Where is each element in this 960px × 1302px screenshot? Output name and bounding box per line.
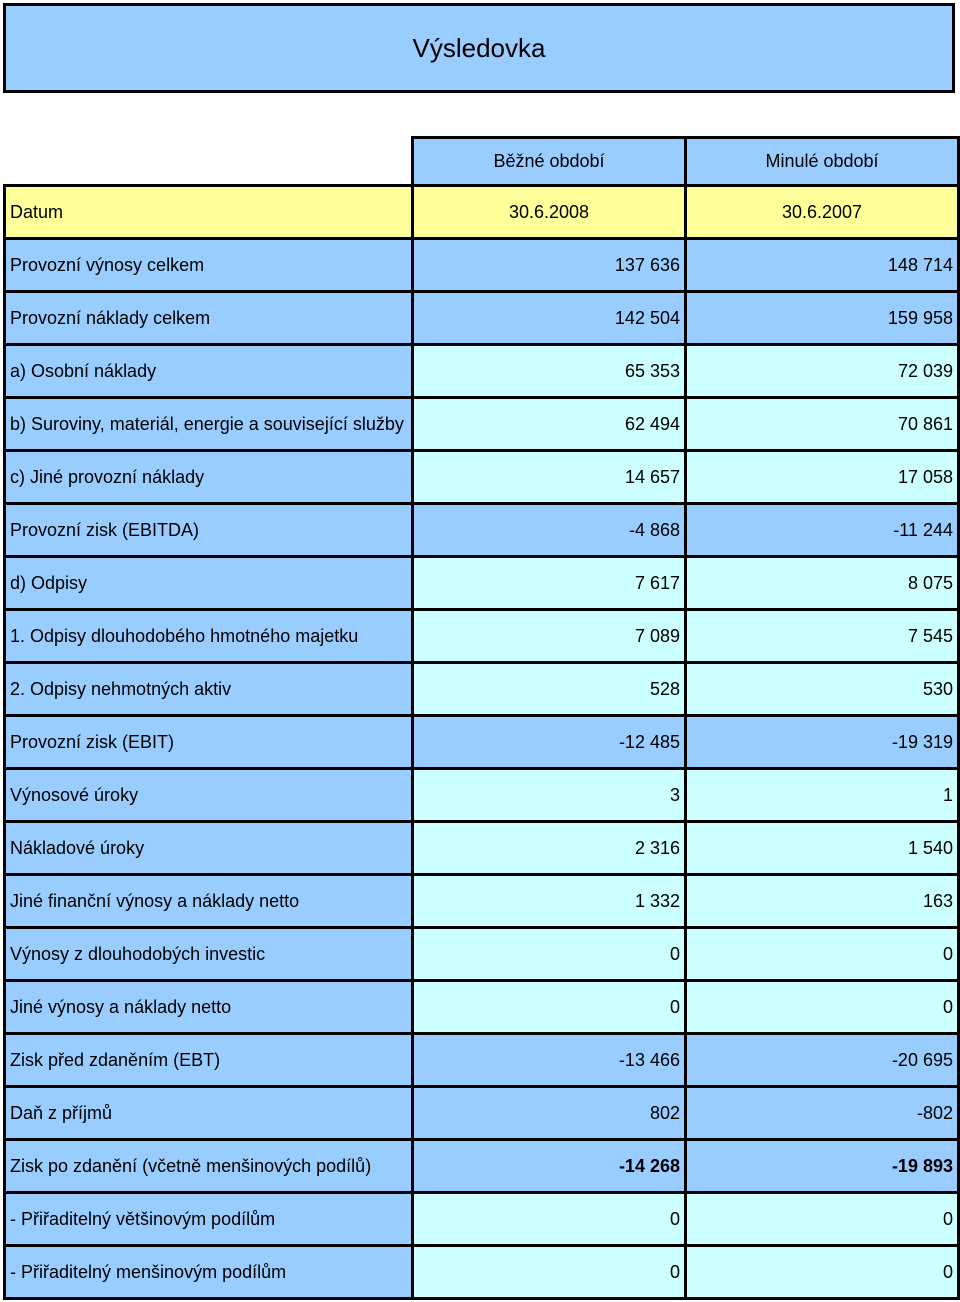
value-current: -4 868 (413, 504, 686, 557)
header-blank-cell (5, 138, 413, 186)
row-label: Zisk před zdaněním (EBT) (5, 1034, 413, 1087)
value-current: 2 316 (413, 822, 686, 875)
table-row (5, 557, 959, 610)
table-row (5, 1140, 959, 1193)
value-current: 0 (413, 928, 686, 981)
value-current: -14 268 (413, 1140, 686, 1193)
table-row (5, 663, 959, 716)
value-previous: 17 058 (686, 451, 959, 504)
value-current: 14 657 (413, 451, 686, 504)
header-current-period: Běžné období (413, 138, 686, 186)
value-current: 802 (413, 1087, 686, 1140)
row-label: Datum (5, 186, 413, 239)
row-label: Provozní zisk (EBIT) (5, 716, 413, 769)
value-current: 7 089 (413, 610, 686, 663)
value-current: 3 (413, 769, 686, 822)
table-row (5, 875, 959, 928)
value-previous: 159 958 (686, 292, 959, 345)
value-current: 528 (413, 663, 686, 716)
row-label: d) Odpisy (5, 557, 413, 610)
row-label: 1. Odpisy dlouhodobého hmotného majetku (5, 610, 413, 663)
value-current: 137 636 (413, 239, 686, 292)
value-previous: -19 893 (686, 1140, 959, 1193)
value-current: 0 (413, 1246, 686, 1299)
row-label: Jiné finanční výnosy a náklady netto (5, 875, 413, 928)
date-row (5, 186, 959, 239)
row-label: a) Osobní náklady (5, 345, 413, 398)
table-row (5, 610, 959, 663)
value-current: 0 (413, 1193, 686, 1246)
value-previous: 72 039 (686, 345, 959, 398)
table-row (5, 716, 959, 769)
value-current: 142 504 (413, 292, 686, 345)
value-previous: -802 (686, 1087, 959, 1140)
table-row (5, 345, 959, 398)
value-previous: 148 714 (686, 239, 959, 292)
value-previous: 8 075 (686, 557, 959, 610)
table-row (5, 928, 959, 981)
row-label: Zisk po zdanění (včetně menšinových podílů) (5, 1140, 413, 1193)
table-row (5, 504, 959, 557)
value-previous: -11 244 (686, 504, 959, 557)
date-previous: 30.6.2007 (686, 186, 959, 239)
table-row (5, 1193, 959, 1246)
row-label: Provozní výnosy celkem (5, 239, 413, 292)
value-current: 65 353 (413, 345, 686, 398)
income-statement-table (3, 136, 960, 1300)
value-previous: 163 (686, 875, 959, 928)
value-previous: 0 (686, 928, 959, 981)
header-previous-period: Minulé období (686, 138, 959, 186)
row-label: Výnosy z dlouhodobých investic (5, 928, 413, 981)
row-label: Daň z příjmů (5, 1087, 413, 1140)
value-current: 0 (413, 981, 686, 1034)
row-label: - Přiřaditelný většinovým podílům (5, 1193, 413, 1246)
table-row (5, 1246, 959, 1299)
table-row (5, 239, 959, 292)
row-label: 2. Odpisy nehmotných aktiv (5, 663, 413, 716)
date-current: 30.6.2008 (413, 186, 686, 239)
table-row (5, 292, 959, 345)
table-row (5, 398, 959, 451)
value-previous: 70 861 (686, 398, 959, 451)
value-current: 1 332 (413, 875, 686, 928)
value-previous: 7 545 (686, 610, 959, 663)
row-label: - Přiřaditelný menšinovým podílům (5, 1246, 413, 1299)
table-row (5, 769, 959, 822)
row-label: Provozní zisk (EBITDA) (5, 504, 413, 557)
value-current: 7 617 (413, 557, 686, 610)
value-previous: -19 319 (686, 716, 959, 769)
value-current: -12 485 (413, 716, 686, 769)
table-row (5, 981, 959, 1034)
table-row (5, 822, 959, 875)
row-label: Jiné výnosy a náklady netto (5, 981, 413, 1034)
value-previous: 0 (686, 981, 959, 1034)
value-previous: 1 540 (686, 822, 959, 875)
row-label: Nákladové úroky (5, 822, 413, 875)
header-row (5, 138, 959, 186)
value-previous: 0 (686, 1246, 959, 1299)
row-label: Výnosové úroky (5, 769, 413, 822)
table-row (5, 451, 959, 504)
row-label: c) Jiné provozní náklady (5, 451, 413, 504)
value-previous: 530 (686, 663, 959, 716)
value-previous: 1 (686, 769, 959, 822)
value-previous: 0 (686, 1193, 959, 1246)
table-row (5, 1034, 959, 1087)
table-row (5, 1087, 959, 1140)
row-label: b) Suroviny, materiál, energie a související služby (5, 398, 413, 451)
value-previous: -20 695 (686, 1034, 959, 1087)
page-title: Výsledovka (3, 3, 955, 93)
value-current: -13 466 (413, 1034, 686, 1087)
row-label: Provozní náklady celkem (5, 292, 413, 345)
value-current: 62 494 (413, 398, 686, 451)
